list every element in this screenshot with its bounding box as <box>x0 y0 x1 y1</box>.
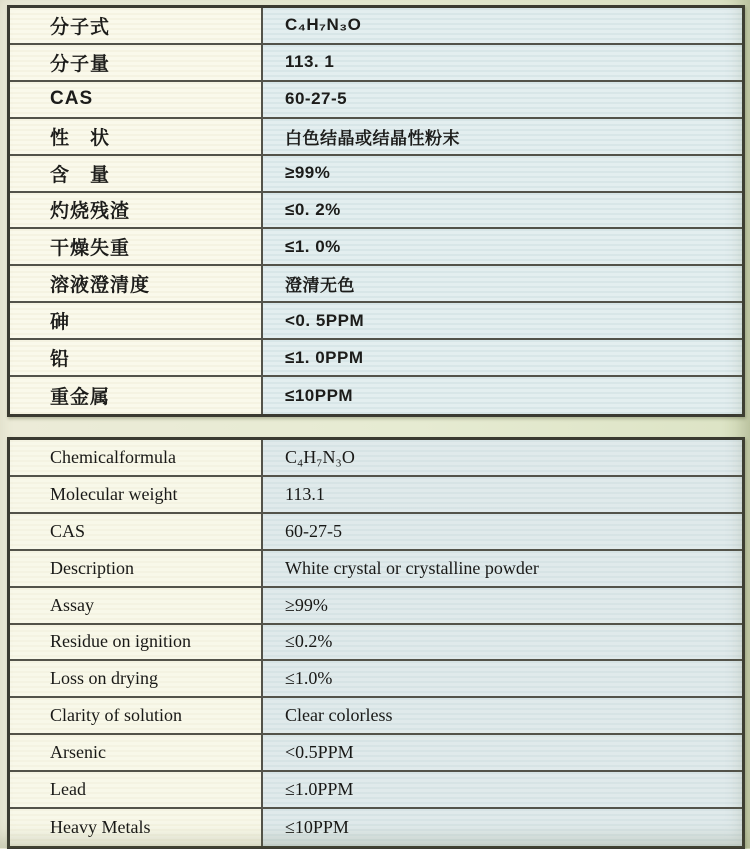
row-value-description-cn: 白色结晶或结晶性粉末 <box>263 119 742 156</box>
row-label-assay-cn: 含 量 <box>10 156 263 193</box>
row-value-arsenic-cn: <0. 5PPM <box>263 303 742 340</box>
row-label-arsenic-en: Arsenic <box>10 735 263 772</box>
row-label-residue-on-ignition-cn: 灼烧残渣 <box>10 193 263 230</box>
row-value-heavy-metals-cn: ≤10PPM <box>263 377 742 414</box>
row-value-molecular-weight-cn: 113. 1 <box>263 45 742 82</box>
row-value-chemical-formula-en: C₄H₇N₃O <box>263 440 742 477</box>
row-value-residue-on-ignition-en: ≤0.2% <box>263 625 742 662</box>
row-value-molecular-formula-cn: C₄H₇N₃O <box>263 8 742 45</box>
row-label-clarity-of-solution-en: Clarity of solution <box>10 698 263 735</box>
row-value-molecular-weight-en: 113.1 <box>263 477 742 514</box>
row-label-loss-on-drying-cn: 干燥失重 <box>10 229 263 266</box>
row-label-molecular-weight-en: Molecular weight <box>10 477 263 514</box>
row-value-clarity-of-solution-en: Clear colorless <box>263 698 742 735</box>
row-value-lead-en: ≤1.0PPM <box>263 772 742 809</box>
row-value-arsenic-en: <0.5PPM <box>263 735 742 772</box>
row-value-heavy-metals-en: ≤10PPM <box>263 809 742 846</box>
row-label-loss-on-drying-en: Loss on drying <box>10 661 263 698</box>
row-label-arsenic-cn: 砷 <box>10 303 263 340</box>
row-value-residue-on-ignition-cn: ≤0. 2% <box>263 193 742 230</box>
row-label-molecular-weight-cn: 分子量 <box>10 45 263 82</box>
row-label-molecular-formula-cn: 分子式 <box>10 8 263 45</box>
row-label-lead-cn: 铅 <box>10 340 263 377</box>
row-label-heavy-metals-cn: 重金属 <box>10 377 263 414</box>
row-value-assay-en: ≥99% <box>263 588 742 625</box>
row-label-lead-en: Lead <box>10 772 263 809</box>
row-label-cas-cn: CAS <box>10 82 263 119</box>
row-label-description-en: Description <box>10 551 263 588</box>
row-value-assay-cn: ≥99% <box>263 156 742 193</box>
row-value-description-en: White crystal or crystalline powder <box>263 551 742 588</box>
row-label-description-cn: 性 状 <box>10 119 263 156</box>
spec-table-english <box>7 437 745 849</box>
row-label-cas-en: CAS <box>10 514 263 551</box>
row-value-cas-en: 60-27-5 <box>263 514 742 551</box>
row-label-clarity-of-solution-cn: 溶液澄清度 <box>10 266 263 303</box>
row-label-chemical-formula-en: Chemicalformula <box>10 440 263 477</box>
row-value-clarity-of-solution-cn: 澄清无色 <box>263 266 742 303</box>
row-value-lead-cn: ≤1. 0PPM <box>263 340 742 377</box>
row-value-cas-cn: 60-27-5 <box>263 82 742 119</box>
row-label-heavy-metals-en: Heavy Metals <box>10 809 263 846</box>
row-label-residue-on-ignition-en: Residue on ignition <box>10 625 263 662</box>
row-value-loss-on-drying-cn: ≤1. 0% <box>263 229 742 266</box>
row-label-assay-en: Assay <box>10 588 263 625</box>
spec-table-chinese <box>7 5 745 417</box>
row-value-loss-on-drying-en: ≤1.0% <box>263 661 742 698</box>
